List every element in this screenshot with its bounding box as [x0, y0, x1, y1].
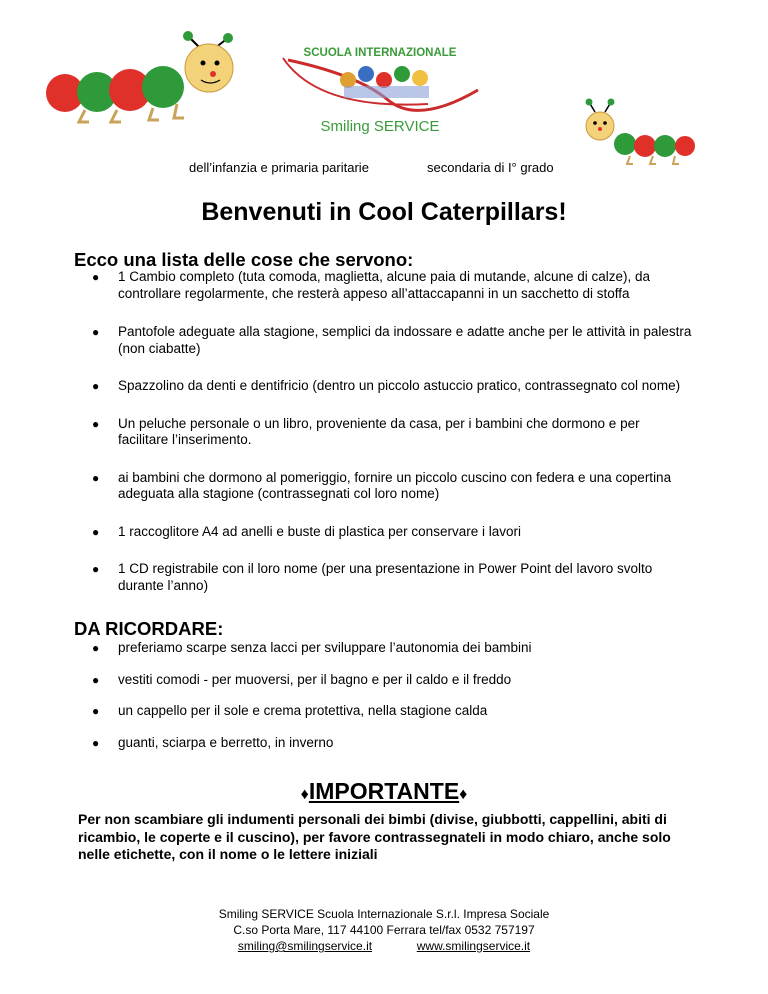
remember-heading: DA RICORDARE:	[74, 618, 224, 639]
important-note: Per non scambiare gli indumenti personali dei bimbi (divise, giubbotti, cappellini, abiti di ricambio, le coperte e il cuscino), per favore contrassegnateli in modo chiaro, anche solo nelle etichette, con il nome o le lettere iniziali	[78, 811, 671, 862]
list-item	[92, 324, 692, 357]
website-link[interactable]: www.smilingservice.it	[416, 939, 531, 953]
remember-list	[92, 640, 692, 751]
list-item-text: un cappello per il sole e crema protettiva, nella stagione calda	[118, 703, 488, 718]
email-link[interactable]: smiling@smilingservice.it	[237, 939, 373, 953]
page-title: Benvenuti in Cool Caterpillars!	[201, 198, 567, 226]
list-item	[92, 416, 692, 449]
bullet-icon: ●	[92, 562, 100, 576]
bullet-icon: ●	[92, 270, 100, 284]
caterpillar-illustration-left	[45, 30, 255, 130]
footer-company: Smiling SERVICE Scuola Internazionale S.r.l. Impresa Sociale	[218, 907, 550, 921]
bullet-icon: ●	[92, 416, 100, 431]
list-item-text: 1 raccoglitore A4 ad anelli e buste di plastica per conservare i lavori	[118, 523, 521, 539]
bullet-icon: ●	[92, 672, 100, 687]
bullet-icon: ●	[92, 704, 100, 718]
bullet-icon: ●	[92, 379, 100, 393]
important-heading	[0, 778, 768, 805]
list-item	[92, 470, 692, 503]
bullet-icon: ●	[92, 524, 100, 539]
list-item	[92, 735, 692, 752]
list-item	[92, 524, 692, 541]
list-item	[92, 378, 692, 395]
bullet-icon: ●	[92, 641, 100, 655]
list-item-text: 1 CD registrabile con il loro nome (per una presentazione in Power Point del lavoro svolto durante l’anno)	[118, 561, 653, 593]
school-logo	[278, 40, 483, 140]
footer	[0, 906, 768, 954]
diamond-icon: ♦	[300, 786, 309, 803]
list-item-text: 1 Cambio completo (tuta comoda, maglietta, alcune paia di mutande, alcune di calze), da controllare regolarmente, che resterà appeso all’attaccapanni in un sacchetto di stoffa	[118, 269, 651, 301]
caterpillar-illustration-right	[575, 98, 700, 168]
list-item-text: Pantofole adeguate alla stagione, semplici da indossare e adatte anche per le attività in palestra (non ciabatte)	[118, 324, 692, 356]
list-item	[92, 672, 692, 689]
supplies-list	[92, 269, 692, 594]
list-item-text: preferiamo scarpe senza lacci per sviluppare l’autonomia dei bambini	[118, 640, 532, 655]
subtitle-secondaria: secondaria di I° grado	[427, 160, 554, 175]
list-item	[92, 703, 692, 720]
list-item-text: guanti, sciarpa e berretto, in inverno	[118, 734, 334, 750]
footer-address: C.so Porta Mare, 117 44100 Ferrara tel/fax 0532 757197	[233, 923, 535, 937]
logo-top-text: SCUOLA INTERNAZIONALE	[303, 47, 457, 59]
list-heading: Ecco una lista delle cose che servono:	[74, 249, 414, 270]
list-item-text: vestiti comodi - per muoversi, per il bagno e per il caldo e il freddo	[118, 671, 512, 687]
list-item	[92, 269, 692, 302]
subtitle-infanzia-primaria: dell’infanzia e primaria paritarie	[189, 160, 369, 175]
list-item-text: Un peluche personale o un libro, proveniente da casa, per i bambini che dormono e per facilitare l’inserimento.	[118, 415, 640, 447]
important-label: IMPORTANTE	[308, 778, 460, 804]
list-item	[92, 561, 692, 594]
logo-bottom-text: Smiling SERVICE	[320, 118, 440, 135]
bullet-icon: ●	[92, 735, 100, 750]
list-item-text: Spazzolino da denti e dentifricio (dentro un piccolo astuccio pratico, contrassegnato col nome)	[118, 378, 681, 393]
list-item-text: ai bambini che dormono al pomeriggio, fornire un piccolo cuscino con federa e una copertina adeguata alla stagione (contrassegnati col loro nome)	[118, 469, 672, 501]
footer-links	[0, 938, 768, 954]
bullet-icon: ●	[92, 470, 100, 485]
diamond-icon: ♦	[459, 786, 468, 803]
bullet-icon: ●	[92, 325, 100, 339]
list-item	[92, 640, 692, 657]
